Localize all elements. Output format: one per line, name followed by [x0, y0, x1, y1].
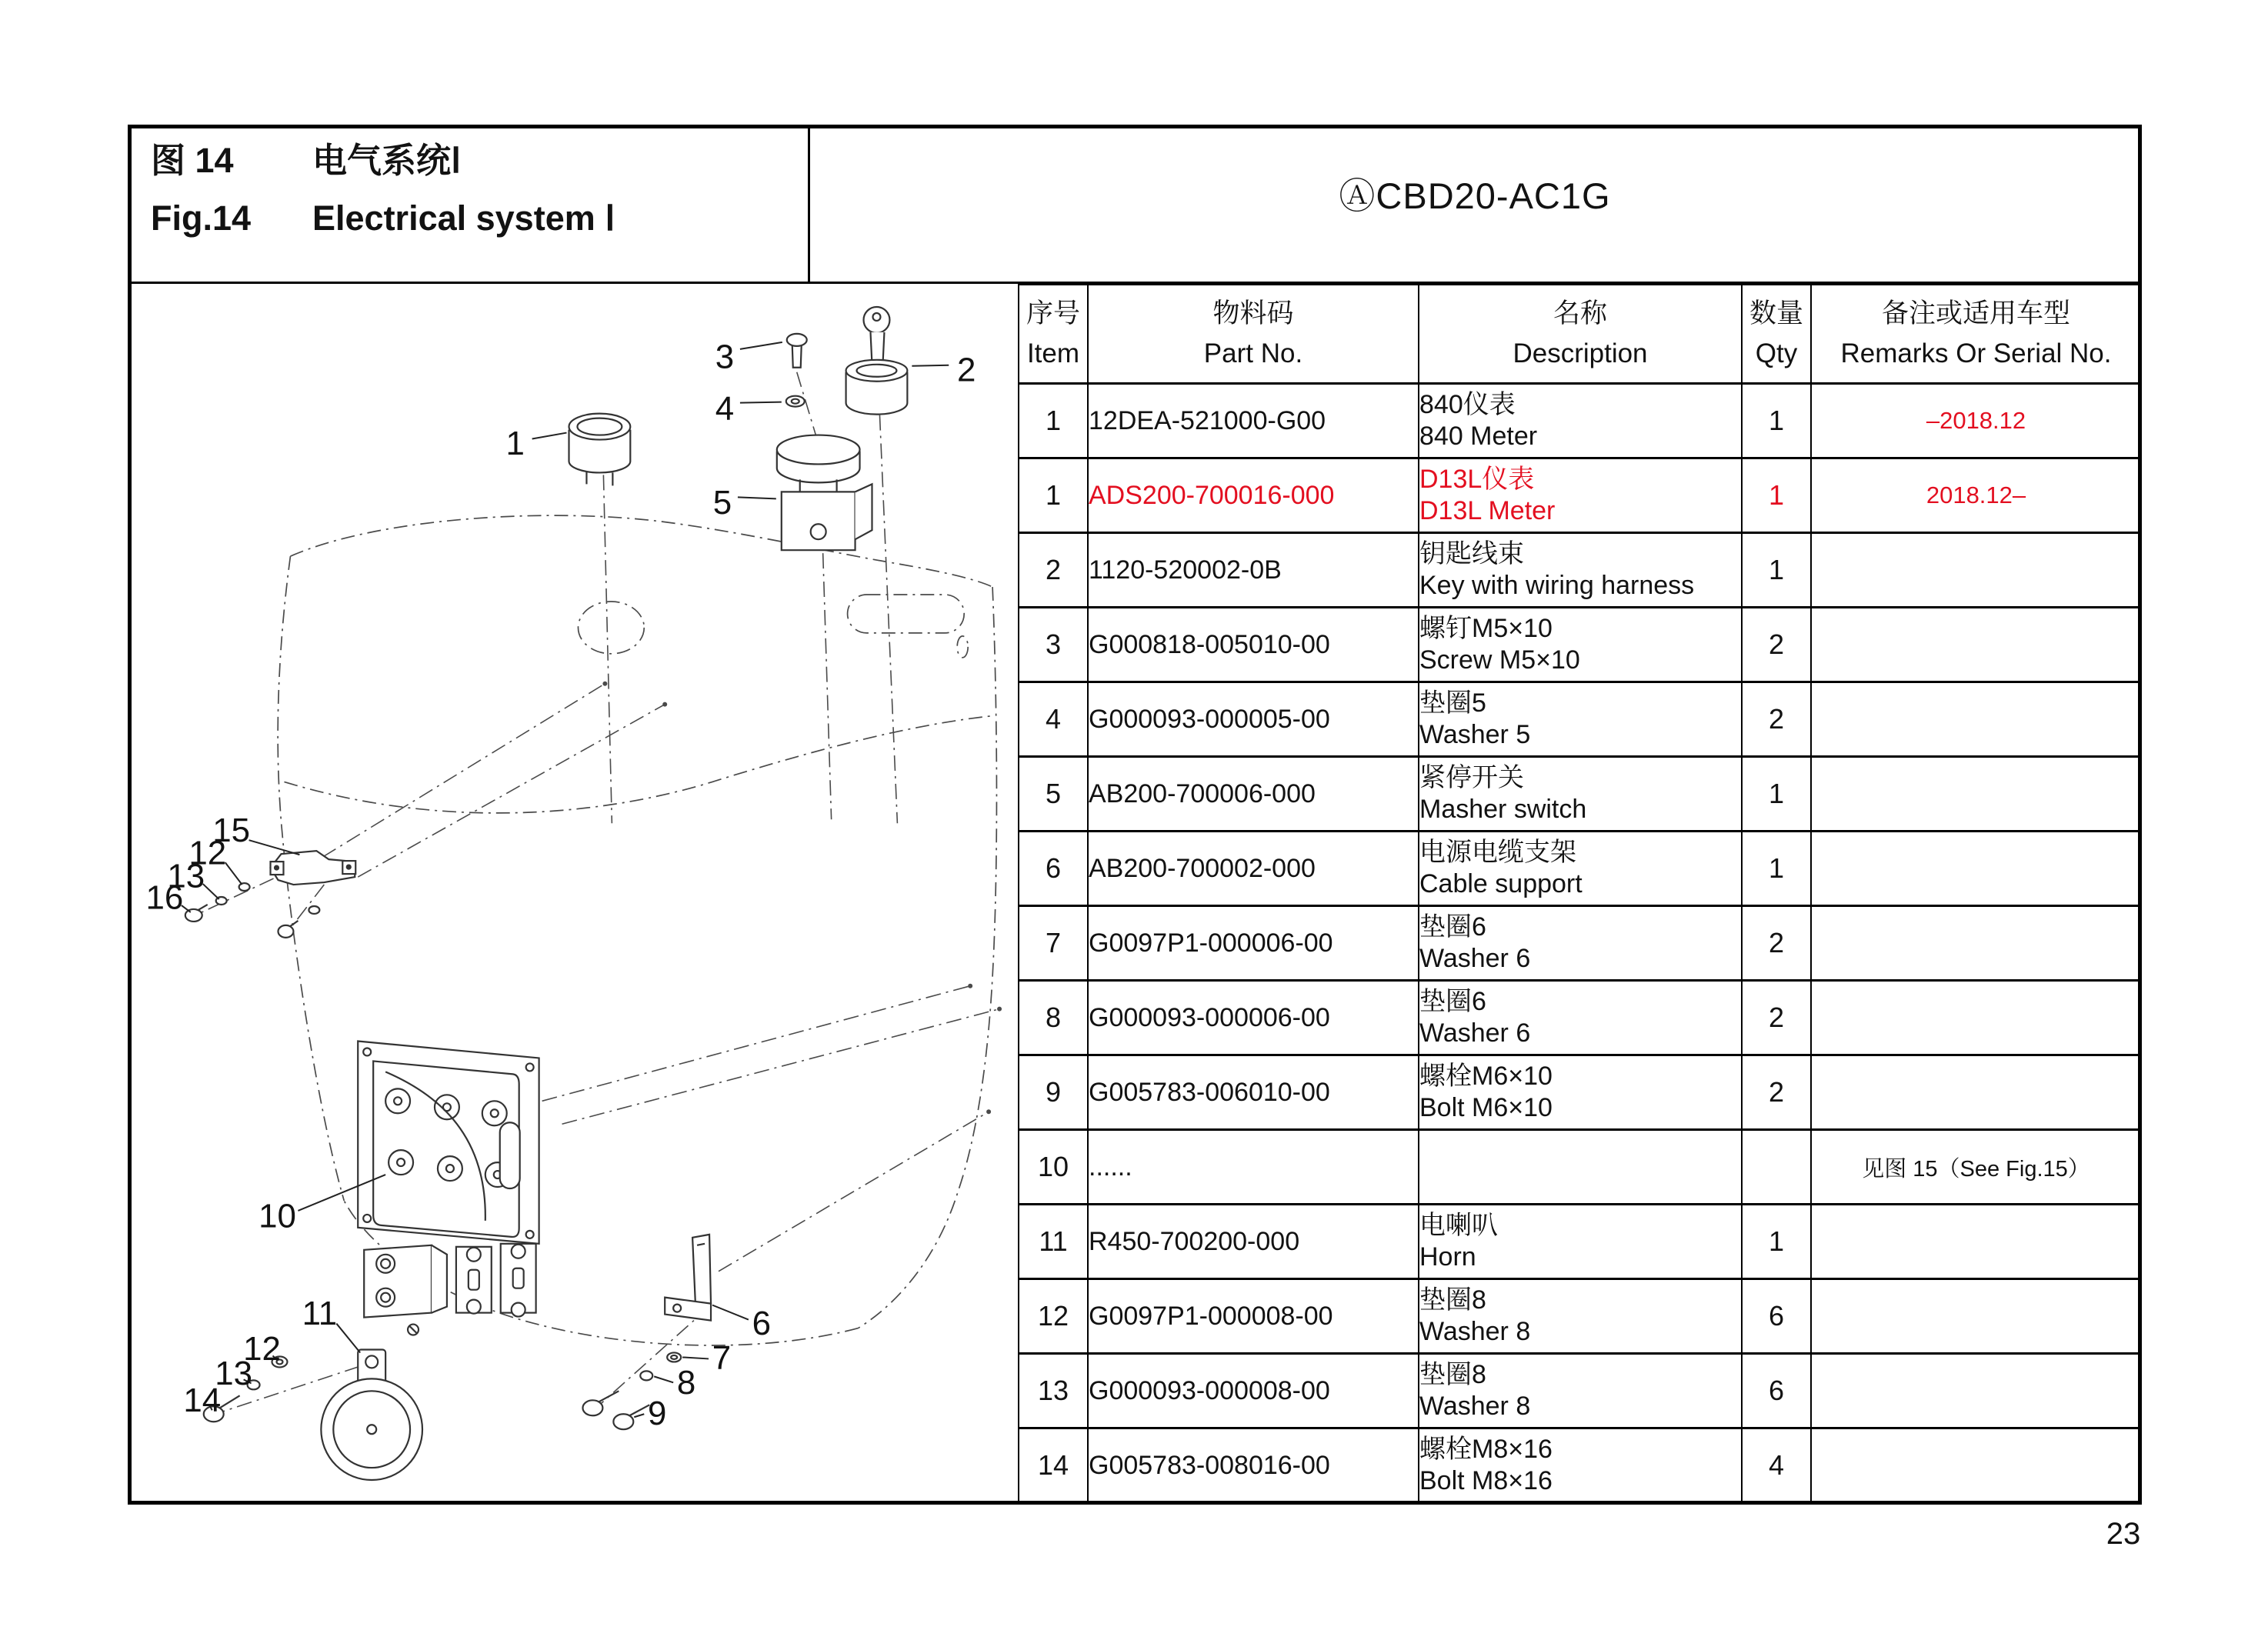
remarks-cell — [1811, 1205, 2141, 1279]
callout-12a: 12 — [188, 834, 227, 872]
description-cell: 螺钉M5×10 Screw M5×10 — [1419, 608, 1742, 682]
header-part-no: 物料码 Part No. — [1088, 285, 1419, 384]
fuse-holder-part — [456, 1247, 492, 1314]
item-cell: 13 — [1019, 1354, 1088, 1428]
qty-cell: 1 — [1742, 1205, 1811, 1279]
part-no-cell: ADS200-700016-000 — [1088, 458, 1419, 533]
table-row — [1019, 1354, 2141, 1428]
remarks-cell — [1811, 1279, 2141, 1354]
qty-cell: 2 — [1742, 981, 1811, 1055]
part-no-cell: 1120-520002-0B — [1088, 533, 1419, 608]
table-row — [1019, 1279, 2141, 1354]
description-cell: 紧停开关 Masher switch — [1419, 757, 1742, 832]
bracket-fasteners — [185, 883, 320, 938]
table-header-row — [1019, 285, 2141, 384]
item-cell: 7 — [1019, 906, 1088, 981]
description-cell: 钥匙线束 Key with wiring harness — [1419, 533, 1742, 608]
part-no-cell: 12DEA-521000-G00 — [1088, 384, 1419, 458]
remarks-cell: 见图 15（See Fig.15） — [1811, 1130, 2141, 1205]
item-cell: 14 — [1019, 1428, 1088, 1503]
callout-15: 15 — [212, 811, 251, 849]
qty-cell: 1 — [1742, 458, 1811, 533]
key-switch-part — [846, 307, 908, 415]
title-row-en — [151, 198, 789, 238]
qty-cell: 1 — [1742, 533, 1811, 608]
contactor-part — [364, 1245, 447, 1318]
qty-cell: 2 — [1742, 1055, 1811, 1130]
part-no-cell: G000093-000008-00 — [1088, 1354, 1419, 1428]
figure-label-cn: 图 14 — [151, 141, 234, 180]
remarks-cell: –2018.12 — [1811, 384, 2141, 458]
remarks-cell — [1811, 1055, 2141, 1130]
part-no-cell: AB200-700006-000 — [1088, 757, 1419, 832]
table-row — [1019, 608, 2141, 682]
table-row — [1019, 757, 2141, 832]
part-no-cell: G005783-006010-00 — [1088, 1055, 1419, 1130]
callout-9: 9 — [648, 1394, 667, 1432]
item-cell: 10 — [1019, 1130, 1088, 1205]
qty-cell: 6 — [1742, 1279, 1811, 1354]
description-cell: 垫圈6 Washer 6 — [1419, 981, 1742, 1055]
emergency-stop-switch-part — [777, 435, 872, 551]
part-no-cell: G000093-000005-00 — [1088, 682, 1419, 757]
projection-lines — [195, 372, 999, 1412]
table-row — [1019, 458, 2141, 533]
qty-cell: 2 — [1742, 682, 1811, 757]
item-cell: 8 — [1019, 981, 1088, 1055]
table-row — [1019, 981, 2141, 1055]
remarks-cell — [1811, 533, 2141, 608]
item-cell: 5 — [1019, 757, 1088, 832]
part-no-cell: G000093-000006-00 — [1088, 981, 1419, 1055]
remarks-cell — [1811, 608, 2141, 682]
description-cell: 螺栓M8×16 Bolt M8×16 — [1419, 1428, 1742, 1503]
table-row — [1019, 384, 2141, 458]
callout-16: 16 — [145, 878, 184, 917]
callout-14: 14 — [183, 1381, 222, 1419]
title-block — [151, 143, 789, 258]
callout-3: 3 — [715, 338, 735, 376]
figure-title-cn: 电气系统Ⅰ — [312, 141, 462, 180]
remarks-cell: 2018.12– — [1811, 458, 2141, 533]
exploded-diagram — [128, 286, 1018, 1506]
header-item: 序号 Item — [1019, 285, 1088, 384]
callout-6: 6 — [752, 1305, 772, 1343]
part-no-cell: ...... — [1088, 1130, 1419, 1205]
callout-1: 1 — [505, 425, 525, 463]
panel-screw-part — [408, 1325, 419, 1335]
remarks-cell — [1811, 757, 2141, 832]
item-cell: 1 — [1019, 384, 1088, 458]
figure-label-en: Fig.14 — [151, 198, 252, 238]
qty-cell: 6 — [1742, 1354, 1811, 1428]
remarks-cell — [1811, 906, 2141, 981]
part-no-cell: R450-700200-000 — [1088, 1205, 1419, 1279]
meter-840-part — [569, 414, 631, 486]
qty-cell: 1 — [1742, 757, 1811, 832]
washer-part — [786, 396, 805, 407]
part-no-cell: G0097P1-000006-00 — [1088, 906, 1419, 981]
header-remarks: 备注或适用车型 Remarks Or Serial No. — [1811, 285, 2141, 384]
description-cell: 垫圈5 Washer 5 — [1419, 682, 1742, 757]
remarks-cell — [1811, 1354, 2141, 1428]
model-code: ⒶCBD20-AC1G — [1339, 175, 1611, 216]
table-row — [1019, 533, 2141, 608]
callout-11: 11 — [302, 1295, 338, 1333]
item-cell: 11 — [1019, 1205, 1088, 1279]
horn-part — [321, 1349, 422, 1480]
screw-part — [787, 334, 807, 368]
description-cell: 垫圈6 Washer 6 — [1419, 906, 1742, 981]
cable-support-bracket-part — [665, 1235, 711, 1321]
part-no-cell: G005783-008016-00 — [1088, 1428, 1419, 1503]
callout-4: 4 — [715, 390, 735, 428]
qty-cell: 2 — [1742, 906, 1811, 981]
projection-dots — [602, 682, 1002, 1115]
item-cell: 6 — [1019, 832, 1088, 906]
header-qty: 数量 Qty — [1742, 285, 1811, 384]
description-cell: 840仪表 840 Meter — [1419, 384, 1742, 458]
remarks-cell — [1811, 832, 2141, 906]
qty-cell: 1 — [1742, 384, 1811, 458]
description-cell: 垫圈8 Washer 8 — [1419, 1354, 1742, 1428]
callout-8: 8 — [676, 1363, 696, 1402]
qty-cell: 2 — [1742, 608, 1811, 682]
item-cell: 1 — [1019, 458, 1088, 533]
qty-cell: 1 — [1742, 832, 1811, 906]
callout-2: 2 — [956, 351, 976, 389]
callout-13b: 13 — [215, 1354, 253, 1392]
item-cell: 4 — [1019, 682, 1088, 757]
table-row — [1019, 1055, 2141, 1130]
electrical-panel-part — [358, 1042, 539, 1244]
table-row — [1019, 1130, 2141, 1205]
description-cell: 电喇叭 Horn — [1419, 1205, 1742, 1279]
item-cell: 9 — [1019, 1055, 1088, 1130]
fuse-holder-part — [501, 1244, 536, 1317]
description-cell — [1419, 1130, 1742, 1205]
part-no-cell: G0097P1-000008-00 — [1088, 1279, 1419, 1354]
table-row — [1019, 832, 2141, 906]
table-row — [1019, 1428, 2141, 1503]
title-row-cn — [151, 143, 789, 178]
figure-title-en: Electrical system Ⅰ — [312, 198, 615, 238]
part-no-cell: AB200-700002-000 — [1088, 832, 1419, 906]
qty-cell: 4 — [1742, 1428, 1811, 1503]
item-cell: 12 — [1019, 1279, 1088, 1354]
callout-5: 5 — [712, 483, 732, 522]
item-cell: 3 — [1019, 608, 1088, 682]
remarks-cell — [1811, 682, 2141, 757]
callout-12b: 12 — [243, 1330, 281, 1368]
callout-7: 7 — [712, 1339, 732, 1378]
mounting-bracket-part — [271, 851, 356, 885]
remarks-cell — [1811, 981, 2141, 1055]
parts-table — [1018, 283, 2142, 1504]
table-row — [1019, 1205, 2141, 1279]
qty-cell — [1742, 1130, 1811, 1205]
description-cell: 螺栓M6×10 Bolt M6×10 — [1419, 1055, 1742, 1130]
callout-10: 10 — [258, 1197, 296, 1235]
description-cell: D13L仪表 D13L Meter — [1419, 458, 1742, 533]
description-cell: 电源电缆支架 Cable support — [1419, 832, 1742, 906]
description-cell: 垫圈8 Washer 8 — [1419, 1279, 1742, 1354]
table-row — [1019, 906, 2141, 981]
callout-13a: 13 — [167, 857, 205, 895]
remarks-cell — [1811, 1428, 2141, 1503]
page-number: 23 — [2106, 1517, 2141, 1551]
item-cell: 2 — [1019, 533, 1088, 608]
part-no-cell: G000818-005010-00 — [1088, 608, 1419, 682]
header-description: 名称 Description — [1419, 285, 1742, 384]
table-row — [1019, 682, 2141, 757]
